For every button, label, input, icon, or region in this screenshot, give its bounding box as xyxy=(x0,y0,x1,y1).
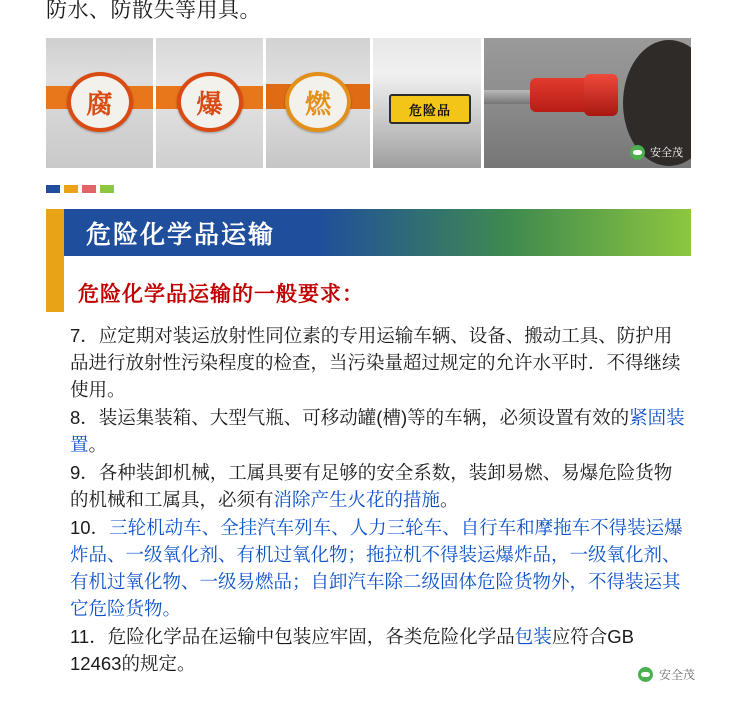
text-segment: 三轮机动车、全挂汽车列车、人力三轮车、自行车和摩拖车不得装运爆炸品、一级氧化剂、有机过氧化物；拖拉机不得装运爆炸品，一级氧化剂、有机过氧化物、一级易燃品；自卸汽车除二级固体危险货物外，不得装运其它危险货物。 xyxy=(70,517,683,619)
explosive-sign-photo xyxy=(156,38,263,168)
text-segment: 。 xyxy=(88,434,108,455)
photo-strip xyxy=(46,38,691,168)
top-partial-text xyxy=(46,0,686,34)
accent-tick-green xyxy=(100,185,114,193)
paragraph-item-7 xyxy=(70,322,690,403)
corrosive-sign-photo xyxy=(46,38,153,168)
section-title-bar xyxy=(46,209,691,256)
text-segment: 10． xyxy=(70,517,110,538)
flammable-sign-icon: 燃 xyxy=(285,72,351,132)
paragraph-item-8 xyxy=(70,404,690,458)
text-segment: 。 xyxy=(440,489,459,510)
top-partial-line: 防水、防散失等用具。 xyxy=(46,0,261,22)
wechat-icon xyxy=(630,145,645,160)
text-segment: 消除产生火花的措施 xyxy=(273,489,441,510)
explosive-sign-icon: 爆 xyxy=(177,72,243,132)
accent-ticks xyxy=(46,185,114,193)
text-segment: 11．危险化学品在运输中包装应牢固，各类危险化学品 xyxy=(70,626,515,647)
text-segment: 8．装运集装箱、大型气瓶、可移动罐(槽)等的车辆，必须设置有效的 xyxy=(70,407,630,428)
accent-tick-red xyxy=(82,185,96,193)
paragraph-item-11 xyxy=(70,623,690,677)
hazard-plate-label: 危险品 xyxy=(389,94,471,124)
paragraph-item-9 xyxy=(70,459,690,513)
section-subtitle: 危险化学品运输的一般要求： xyxy=(78,283,364,306)
watermark-top xyxy=(630,144,683,160)
body-content xyxy=(70,322,690,678)
accent-tick-orange xyxy=(64,185,78,193)
valve-body xyxy=(530,78,590,112)
tanker-valve-photo xyxy=(484,38,691,168)
watermark-bottom-label: 安全茂 xyxy=(658,668,695,682)
valve-pipe xyxy=(484,90,536,104)
title-bar-left-accent xyxy=(46,209,64,256)
wechat-icon xyxy=(638,667,653,682)
text-segment: 7．应定期对装运放射性同位素的专用运输车辆、设备、搬动工具、防护用品进行放射性污染程度的检查，当污染量超过规定的允许水平时．不得继续使用。 xyxy=(70,325,681,400)
hazard-plate-photo xyxy=(373,38,481,168)
watermark-top-label: 安全茂 xyxy=(650,147,683,159)
page-title: 危险化学品运输 xyxy=(86,220,276,249)
flammable-sign-photo xyxy=(266,38,370,168)
text-segment: 应符合GB 12463的规定。 xyxy=(70,626,634,674)
text-segment: 9．各种装卸机械，工属具要有足够的安全系数，装卸易燃、易爆危险货物的机械和工属具，必须有 xyxy=(70,462,673,510)
paragraph-item-10 xyxy=(70,514,690,622)
text-segment: 紧固装置 xyxy=(70,407,685,455)
watermark-bottom xyxy=(638,666,695,683)
valve-head xyxy=(584,74,618,116)
left-orange-rail xyxy=(46,256,64,312)
corrosive-sign-icon: 腐 xyxy=(67,72,133,132)
accent-tick-blue xyxy=(46,185,60,193)
text-segment: 包装 xyxy=(514,626,552,647)
